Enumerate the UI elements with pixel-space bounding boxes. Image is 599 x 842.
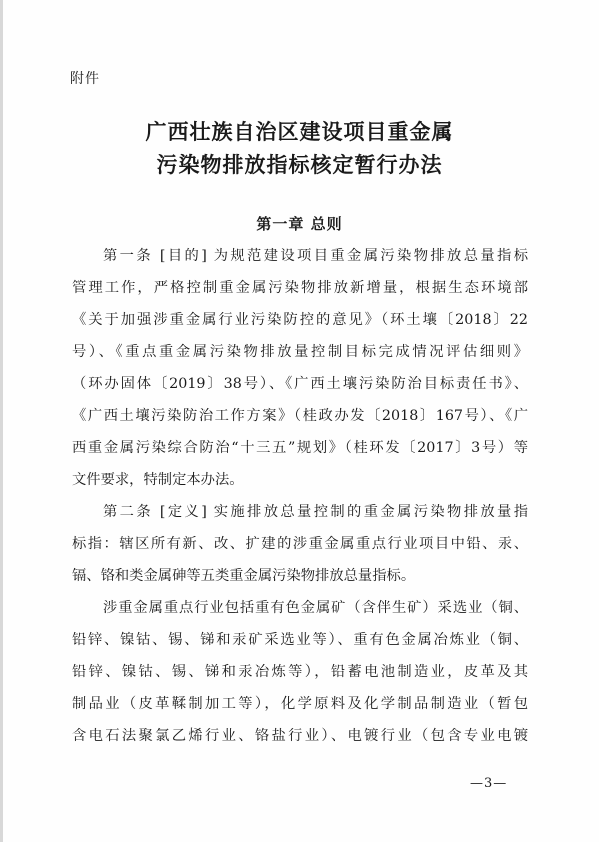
body-line: 铅锌、镍钴、锡、锑和汞冶炼等），铅蓄电池制造业，皮革及其 (72, 664, 528, 680)
body-line: 《关于加强涉重金属行业污染防控的意见》（环土壤〔2018〕22 (72, 312, 528, 328)
body-line: 第一条 [目的] 为规范建设项目重金属污染物排放总量指标 (103, 248, 528, 264)
body-line: 管理工作，严格控制重金属污染物排放新增量，根据生态环境部 (72, 280, 528, 296)
page-number: —3— (470, 776, 508, 791)
body-line: 标指：辖区所有新、改、扩建的涉重金属重点行业项目中铅、汞、 (72, 536, 528, 552)
document-title-line-2: 污染物排放指标核定暂行办法 (156, 153, 443, 177)
body-line: 含电石法聚氯乙烯行业、铬盐行业）、电镀行业（包含专业电镀 (72, 728, 528, 744)
attachment-label: 附件 (70, 71, 100, 87)
body-line: 镉、铬和类金属砷等五类重金属污染物排放总量指标。 (72, 568, 416, 584)
body-line: 号）、《重点重金属污染物排放量控制目标完成情况评估细则》 (72, 344, 528, 360)
body-line: 铅锌、镍钴、锡、锑和汞矿采选业等）、重有色金属冶炼业（铜、 (72, 632, 528, 648)
body-line: 涉重金属重点行业包括重有色金属矿（含伴生矿）采选业（铜、 (103, 600, 528, 616)
body-line: 《广西土壤污染防治工作方案》（桂政办发〔2018〕167号）、《广 (72, 408, 528, 424)
chapter-heading: 第一章 总则 (256, 215, 343, 233)
body-line: 第二条 [定义] 实施排放总量控制的重金属污染物排放量指 (103, 504, 528, 520)
body-line: 文件要求，特制定本办法。 (72, 472, 244, 488)
document-title-line-1: 广西壮族自治区建设项目重金属 (145, 120, 454, 144)
body-line: （环办固体〔2019〕38号）、《广西土壤污染防治目标责任书》、 (72, 376, 528, 392)
body-line: 西重金属污染综合防治“十三五”规划》（桂环发〔2017〕3号）等 (72, 440, 528, 456)
body-line: 制品业（皮革鞣制加工等），化学原料及化学制品制造业（暂包 (72, 696, 528, 712)
